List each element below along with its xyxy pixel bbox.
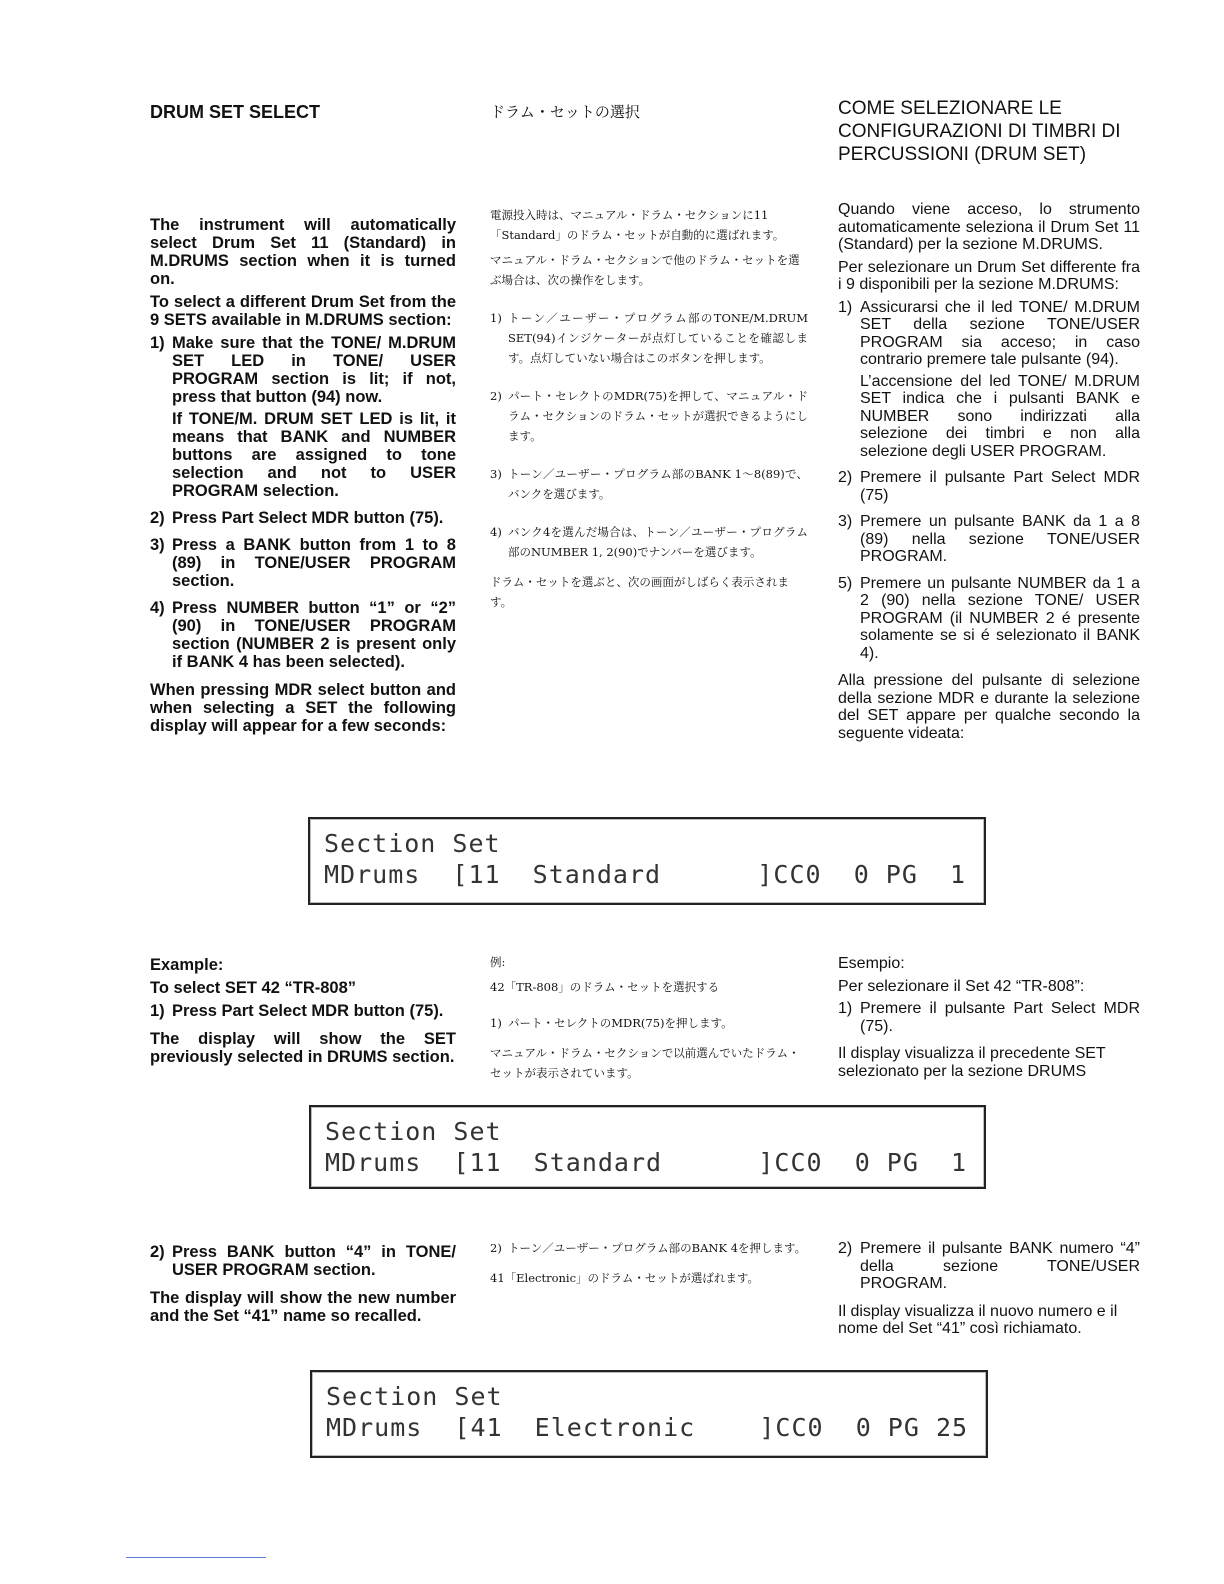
step-number: 2) [490, 389, 502, 403]
jp-select-line: マニュアル・ドラム・セクションで他のドラム・セットを選ぶ場合は、次の操作をします。 [490, 253, 800, 287]
it-select-line: Per selezionare un Drum Set differente fra i 9 disponibili per la sezione M.DRUMS: [838, 258, 1140, 293]
en-example-heading: Example: [150, 956, 224, 974]
step-text: トーン／ユーザー・プログラム部のTONE/M.DRUM SET(94)インジケーターが点灯していることを確認します。点灯していない場合はこのボタンを押します。 [508, 311, 808, 365]
list-item [838, 1240, 1140, 1297]
list-item [150, 509, 456, 531]
list-item [150, 536, 456, 594]
step-number: 2) [490, 1241, 502, 1255]
jp-example-title: 42「TR-808」のドラム・セットを選択する [490, 980, 720, 994]
list-item [838, 1000, 1140, 1039]
step-number: 3) [150, 536, 165, 554]
step-note: If TONE/M. DRUM SET LED is lit, it means that BANK and NUMBER buttons are assigned to tone selection and not to USER PROGRAM selection. [172, 410, 456, 500]
lcd-display-2 [309, 1105, 986, 1189]
step-text: Premere un pulsante NUMBER da 1 a 2 (90) nella sezione TONE/ USER PROGRAM (il NUMBER 2 é presente solamente se si é selezionato il BANK 4). [860, 574, 1140, 662]
en-bank-steps [150, 1243, 456, 1283]
it-example-title: Per selezionare il Set 42 “TR-808”: [838, 977, 1085, 995]
lcd-display-3 [310, 1370, 988, 1458]
jp-example-steps [490, 1013, 808, 1037]
jp-heading: ドラム・セットの選択 [490, 103, 640, 121]
step-text: Press a BANK button from 1 to 8 (89) in TONE/USER PROGRAM section. [172, 536, 456, 590]
list-item [838, 575, 1140, 667]
list-item [490, 522, 808, 566]
it-bank-steps [838, 1240, 1140, 1297]
jp-intro: 電源投入時は、マニュアル・ドラム・セクションに11「Standard」のドラム・セットが自動的に選ばれます。 [490, 208, 785, 242]
list-item [838, 513, 1140, 570]
step-number: 2) [150, 509, 165, 527]
jp-bank-steps [490, 1238, 808, 1262]
en-outro: When pressing MDR select button and when selecting a SET the following display will appear for a few seconds: [150, 681, 456, 735]
jp-example-heading: 例: [490, 955, 506, 969]
step-text: Premere il pulsante Part Select MDR (75) [860, 469, 1140, 504]
footer-rule [126, 1557, 266, 1558]
step-number: 2) [838, 1240, 853, 1257]
jp-column-bank-4 [490, 1238, 808, 1293]
lcd-display-1 [308, 817, 986, 905]
jp-example-note: マニュアル・ドラム・セクションで以前選んでいたドラム・セットが表示されています。 [490, 1046, 800, 1080]
step-note: L’accensione del led TONE/ M.DRUM SET indica che i pulsanti BANK e NUMBER sono indirizzati alla selezione dei timbri e non alla selezione degli USER PROGRAM. [860, 372, 1140, 460]
step-number: 1) [150, 334, 165, 352]
step-number: 1) [150, 1002, 165, 1020]
list-item [490, 1013, 808, 1037]
it-example-note: Il display visualizza il precedente SET selezionato per la sezione DRUMS [838, 1045, 1106, 1080]
en-example-steps [150, 1002, 456, 1024]
lcd-line-2: MDrums [11 Standard ]CC0 0 PG 1 [324, 860, 967, 889]
jp-column-example [490, 952, 808, 1088]
jp-outro: ドラム・セットを選ぶと、次の画面がしばらく表示されます。 [490, 575, 789, 609]
step-number: 1) [490, 1016, 502, 1030]
step-number: 4) [490, 525, 502, 539]
it-column-example [838, 955, 1140, 1085]
en-bank-note: The display will show the new number and the Set “41” name so recalled. [150, 1289, 456, 1325]
list-item [490, 464, 808, 508]
jp-bank-note: 41「Electronic」のドラム・セットが選ばれます。 [490, 1271, 759, 1285]
step-number: 3) [490, 467, 502, 481]
step-text: Press Part Select MDR button (75). [172, 509, 444, 527]
step-text: Assicurarsi che il led TONE/ M.DRUM SET della sezione TONE/USER PROGRAM sia acceso; in caso contrario premere tale pulsante (94). [860, 298, 1140, 368]
step-number: 2) [838, 469, 853, 486]
step-number: 1) [838, 298, 853, 316]
it-steps [838, 299, 1140, 667]
step-number: 3) [838, 513, 853, 530]
it-bank-note: Il display visualizza il nuovo numero e il nome del Set “41” così richiamato. [838, 1302, 1118, 1337]
it-column-drum-set-select [838, 97, 1140, 747]
step-text: Make sure that the TONE/ M.DRUM SET LED in TONE/ USER PROGRAM section is lit; if not, press that button (94) now. [172, 334, 456, 406]
list-item [150, 1243, 456, 1283]
it-example-steps [838, 1000, 1140, 1039]
step-number: 5) [838, 574, 853, 592]
step-text: トーン／ユーザー・プログラム部のBANK 4を押します。 [508, 1241, 807, 1255]
step-text: Press Part Select MDR button (75). [172, 1002, 444, 1020]
it-example-heading: Esempio: [838, 955, 905, 972]
step-text: Press BANK button “4” in TONE/ USER PROGRAM section. [172, 1243, 456, 1279]
en-column-example [150, 956, 456, 1071]
lcd-line-2: MDrums [41 Electronic ]CC0 0 PG 25 [326, 1413, 969, 1442]
step-number: 1) [838, 1000, 853, 1017]
list-item [838, 469, 1140, 508]
lcd-line-1: Section Set [324, 829, 501, 858]
it-outro: Alla pressione del pulsante di selezione della sezione MDR e durante la selezione del SET appare per qualche secondo la seguente videata: [838, 672, 1140, 742]
step-text: Premere il pulsante BANK numero “4” della sezione TONE/USER PROGRAM. [860, 1240, 1140, 1292]
step-text: Premere il pulsante Part Select MDR (75). [860, 1000, 1140, 1035]
step-number: 2) [150, 1243, 165, 1261]
list-item [490, 308, 808, 372]
step-text: トーン／ユーザー・プログラム部のBANK 1〜8(89)で、バンクを選びます。 [508, 467, 808, 501]
step-number: 4) [150, 599, 165, 617]
it-column-bank-4 [838, 1240, 1140, 1343]
step-text: Press NUMBER button “1” or “2” (90) in TONE/USER PROGRAM section (NUMBER 2 is present only if BANK 4 has been selected). [172, 599, 456, 671]
en-steps [150, 334, 456, 675]
en-column-drum-set-select [150, 101, 456, 740]
step-text: パート・セレクトのMDR(75)を押します。 [508, 1016, 733, 1030]
list-item [838, 299, 1140, 465]
list-item [490, 1238, 808, 1262]
step-number: 1) [490, 311, 502, 325]
en-column-bank-4 [150, 1243, 456, 1330]
jp-steps [490, 308, 808, 566]
jp-column-drum-set-select [490, 101, 808, 617]
en-example-title: To select SET 42 “TR-808” [150, 979, 357, 997]
en-example-note: The display will show the SET previously selected in DRUMS section. [150, 1030, 456, 1066]
step-text: Premere un pulsante BANK da 1 a 8 (89) nella sezione TONE/USER PROGRAM. [860, 513, 1140, 565]
it-heading: COME SELEZIONARE LE CONFIGURAZIONI DI TIMBRI DI PERCUSSIONI (DRUM SET) [838, 98, 1121, 165]
en-select-line: To select a different Drum Set from the 9 SETS available in M.DRUMS section: [150, 293, 456, 329]
en-intro: The instrument will automatically select Drum Set 11 (Standard) in M.DRUMS section when it is turned on. [150, 216, 456, 288]
lcd-line-2: MDrums [11 Standard ]CC0 0 PG 1 [325, 1148, 968, 1177]
list-item [490, 386, 808, 450]
it-intro: Quando viene acceso, lo strumento automaticamente seleziona il Drum Set 11 (Standard) per la sezione M.DRUMS. [838, 201, 1140, 253]
en-heading: DRUM SET SELECT [150, 102, 321, 122]
lcd-line-1: Section Set [326, 1382, 503, 1411]
list-item [150, 1002, 456, 1024]
step-text: バンク4を選んだ場合は、トーン／ユーザー・プログラム部のNUMBER 1, 2(90)でナンバーを選びます。 [508, 525, 808, 559]
step-text: パート・セレクトのMDR(75)を押して、マニュアル・ドラム・セクションのドラム・セットが選択できるようにします。 [508, 389, 808, 443]
lcd-line-1: Section Set [325, 1117, 502, 1146]
list-item [150, 334, 456, 504]
list-item [150, 599, 456, 675]
